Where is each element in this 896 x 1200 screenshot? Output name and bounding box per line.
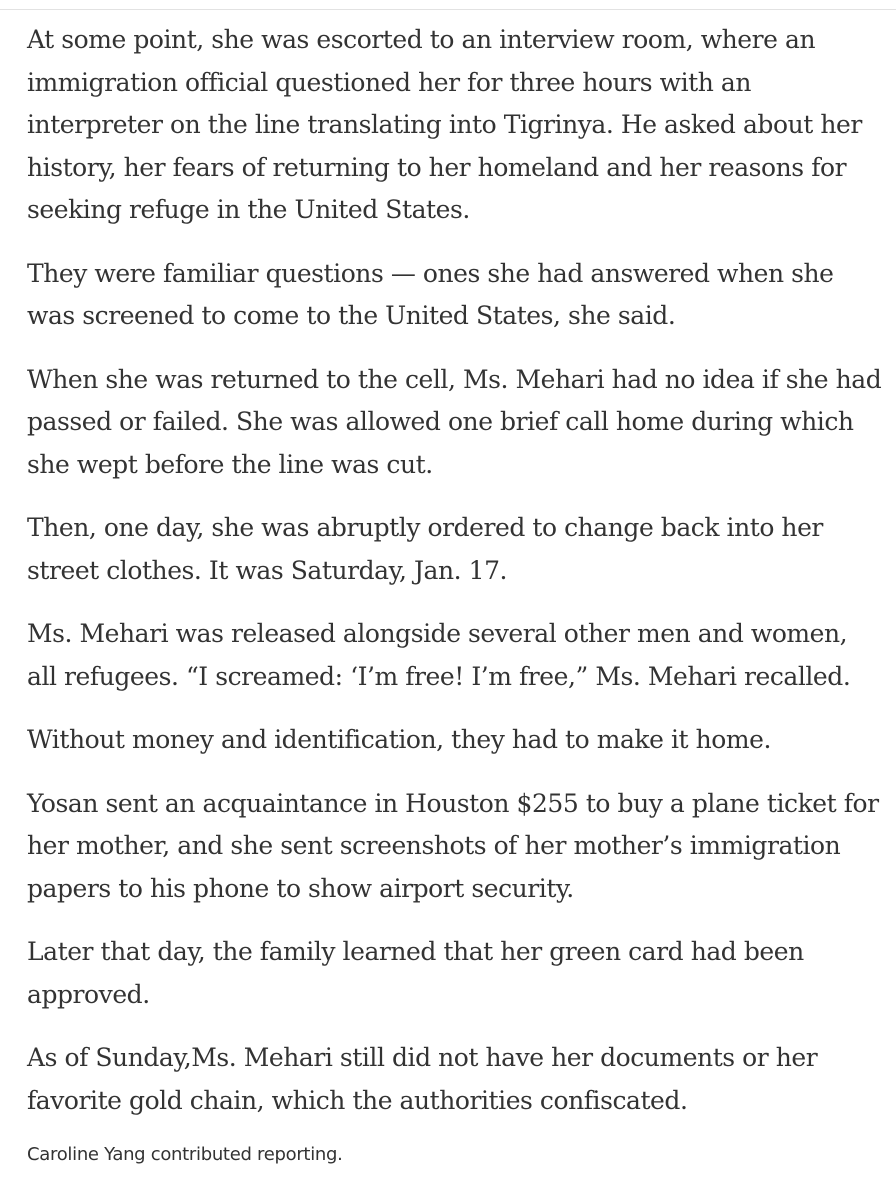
article-paragraph: Ms. Mehari was released alongside several other men and women, all refugees. “I screamed: ‘I’m free! I’m free,” Ms. Mehari recalled. [27,619,851,691]
article-paragraph: At some point, she was escorted to an interview room, where an immigration official questioned her for three hours with an interpreter on the line translating into Tigrinya. He asked about her history, her fears of returning to her homeland and her reasons for seeking refuge in the United States. [27,25,862,224]
article-body [27,19,883,1167]
reporting-credit: Caroline Yang contributed reporting. [27,1144,343,1165]
article-paragraph: Yosan sent an acquaintance in Houston $255 to buy a plane ticket for her mother, and she sent screenshots of her mother’s immigration papers to his phone to show airport security. [27,788,879,903]
article-paragraph: As of Sunday,Ms. Mehari still did not have her documents or her favorite gold chain, which the authorities confiscated. [27,1043,818,1115]
article-paragraph: Then, one day, she was abruptly ordered to change back into her street clothes. It was Saturday, Jan. 17. [27,513,823,585]
article-paragraph: Later that day, the family learned that her green card had been approved. [27,937,804,1009]
top-divider [0,9,896,10]
article-paragraph: They were familiar questions — ones she had answered when she was screened to come to the United States, she said. [27,258,834,330]
article-paragraph: Without money and identification, they had to make it home. [27,725,771,754]
article-paragraph: When she was returned to the cell, Ms. Mehari had no idea if she had passed or failed. She was allowed one brief call home during which she wept before the line was cut. [27,364,882,479]
